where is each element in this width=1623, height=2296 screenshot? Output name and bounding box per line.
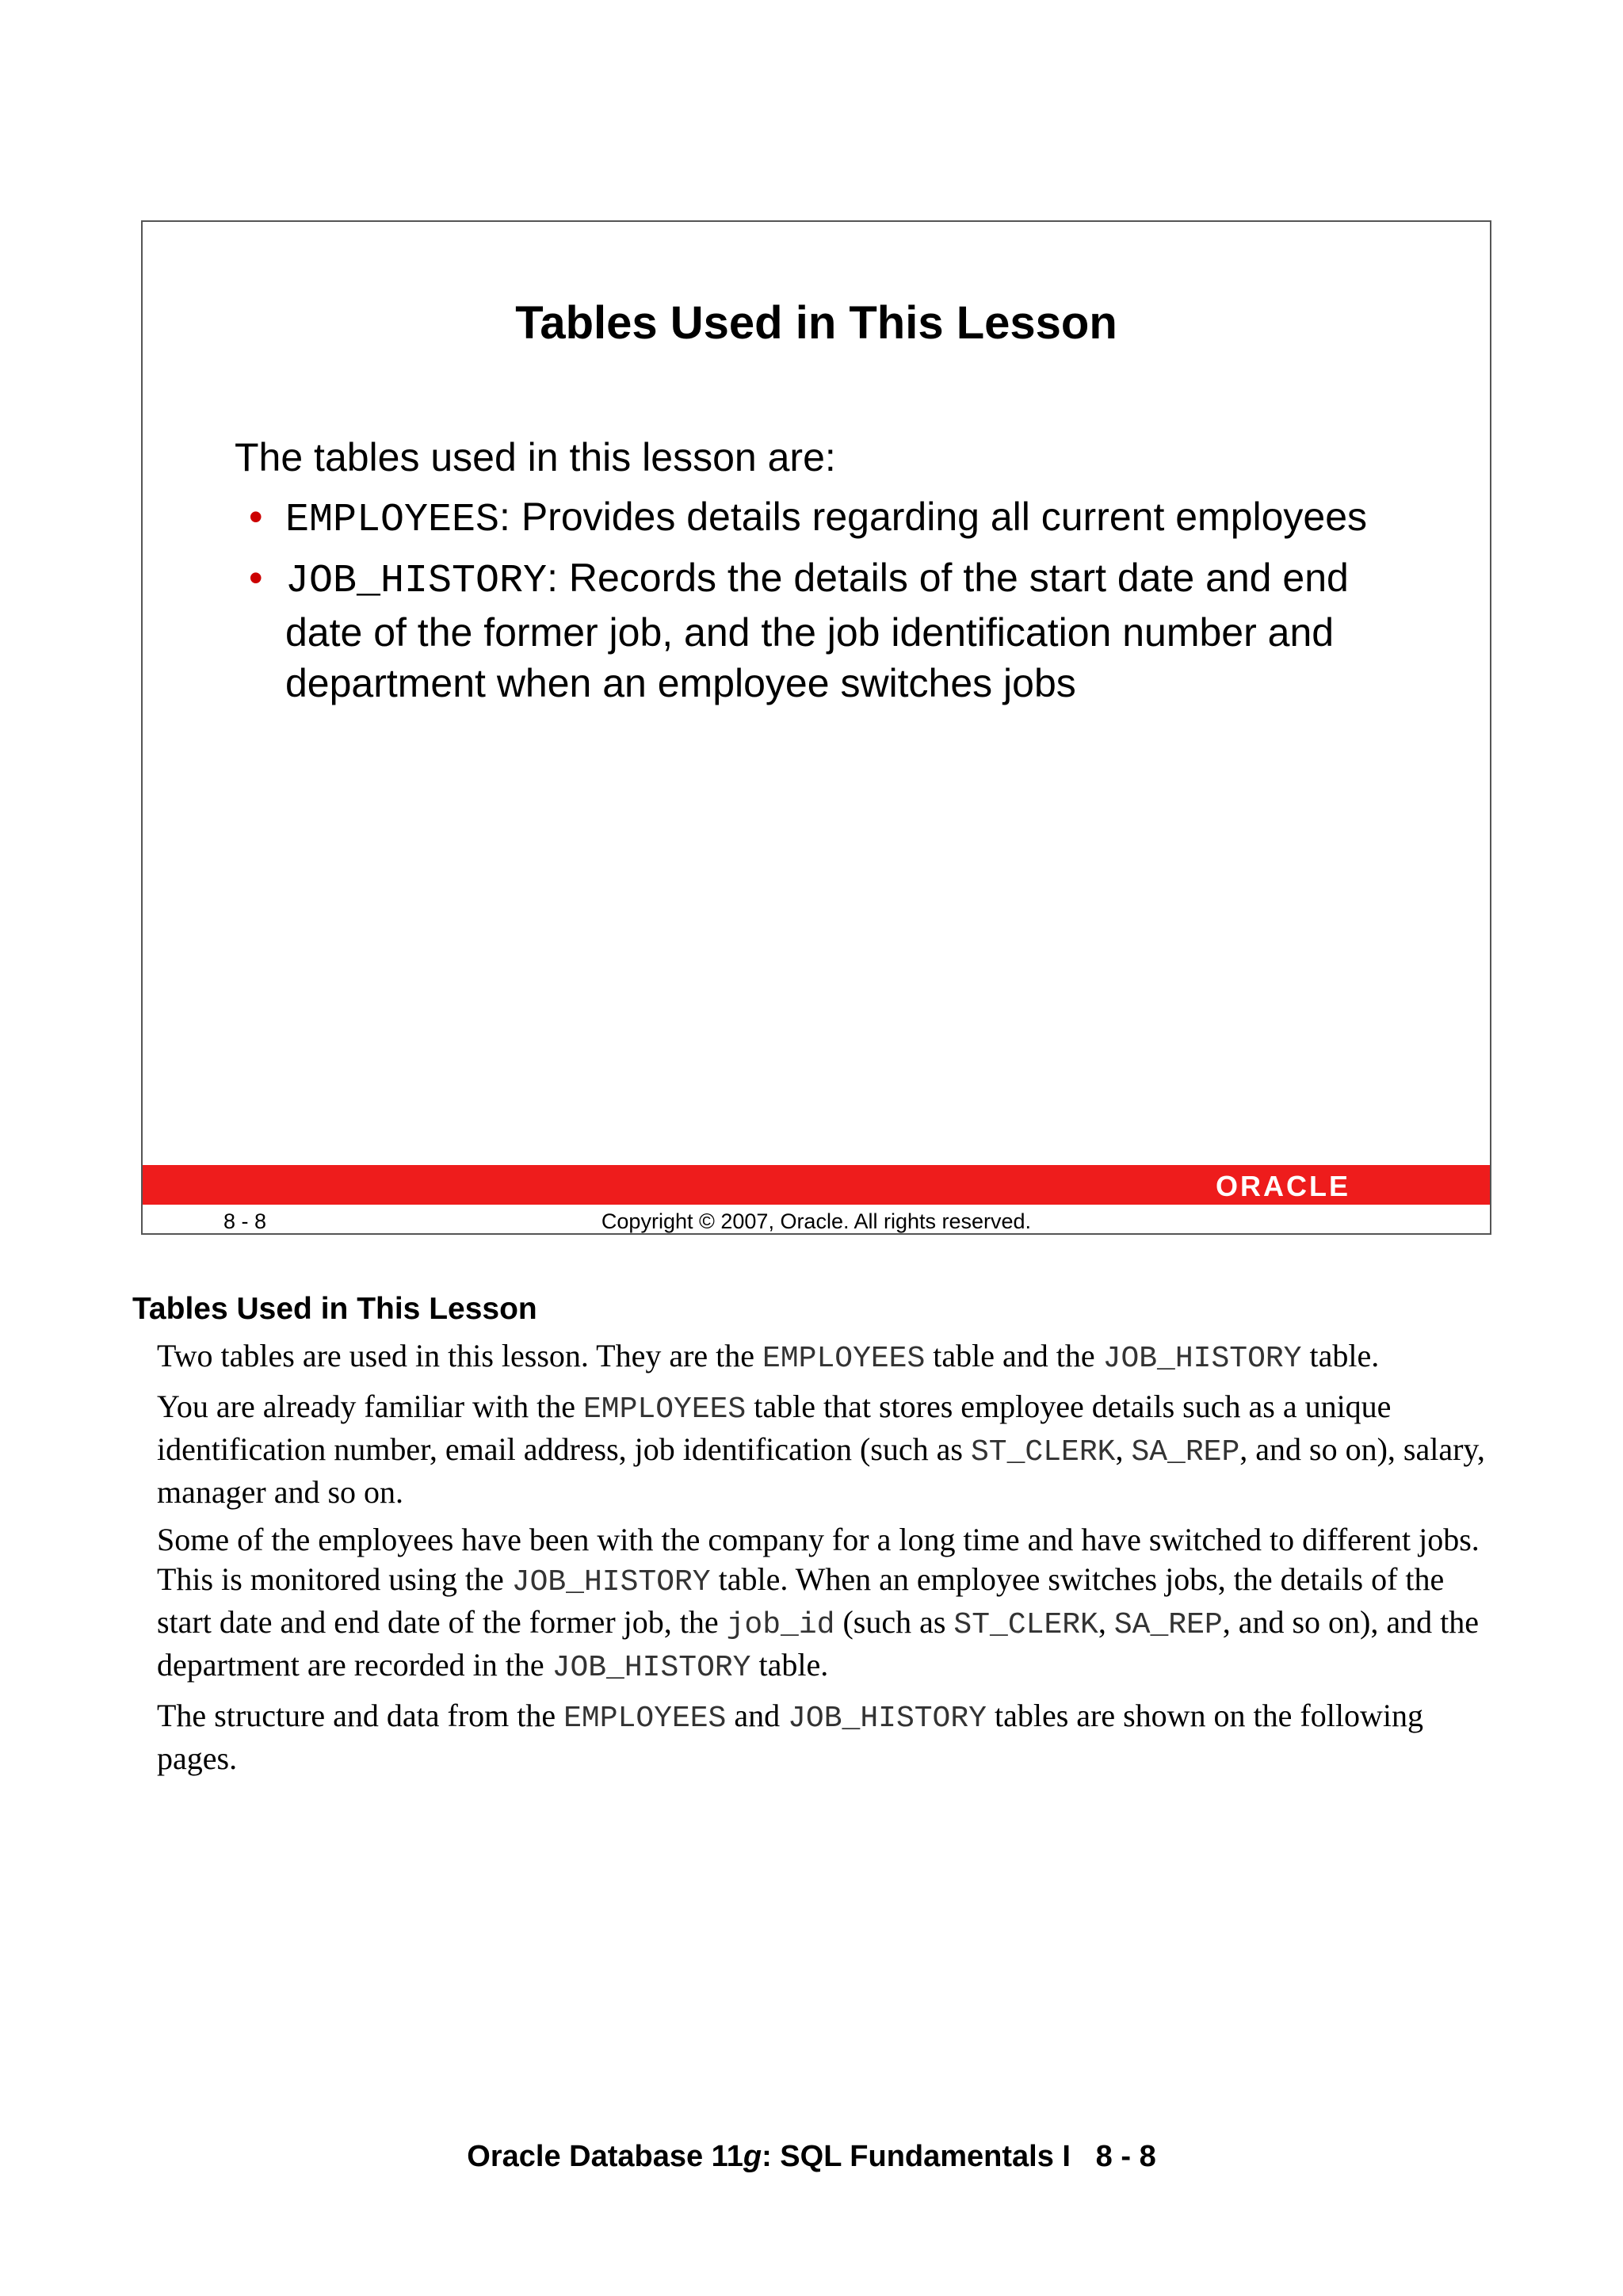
text: , xyxy=(1098,1604,1114,1640)
bullet-text: : Records the details of the start date and end date of the former job, and the job identification number and department when an employee switches jobs xyxy=(285,556,1349,705)
code: JOB_HISTORY xyxy=(552,1651,751,1685)
notes-paragraph xyxy=(157,1387,1504,1512)
bullet-item-employees xyxy=(249,491,1422,546)
bullet-dot-icon: • xyxy=(249,556,263,600)
text: and xyxy=(726,1698,789,1733)
text: Some of the employees have been with the company for a long time and have switched to different jobs. This is monitored using the xyxy=(157,1522,1480,1597)
slide-frame xyxy=(141,220,1491,1235)
code: SA_REP xyxy=(1131,1435,1240,1469)
text: , and so on), and the department are recorded in the xyxy=(157,1604,1479,1683)
slide-footer xyxy=(143,1205,1490,1235)
code: EMPLOYEES xyxy=(563,1702,727,1736)
text: tables are shown on the following pages. xyxy=(157,1698,1423,1776)
footer-text: : SQL Fundamentals I 8 - 8 xyxy=(762,2140,1156,2173)
notes-body xyxy=(157,1336,1504,1786)
code: SA_REP xyxy=(1113,1608,1223,1642)
bullet-text: : Provides details regarding all current employees xyxy=(499,495,1368,539)
oracle-logo: ORACLE xyxy=(1216,1170,1350,1202)
bullet-list xyxy=(249,491,1422,715)
code: EMPLOYEES xyxy=(762,1342,926,1376)
code: ST_CLERK xyxy=(953,1608,1098,1642)
footer-italic: g xyxy=(743,2140,762,2173)
slide-number: 8 - 8 xyxy=(223,1209,267,1233)
slide-title: Tables Used in This Lesson xyxy=(515,297,1117,349)
code: JOB_HISTORY xyxy=(511,1565,711,1599)
text: table that stores employee details such as a unique identification number, email address, job identification (such as xyxy=(157,1389,1392,1467)
code: ST_CLERK xyxy=(971,1435,1116,1469)
code: JOB_HISTORY xyxy=(1102,1342,1302,1376)
footer-text: Oracle Database 11 xyxy=(467,2140,743,2173)
code: EMPLOYEES xyxy=(583,1392,747,1427)
page-footer xyxy=(0,2140,1623,2174)
bullet-code: JOB_HISTORY xyxy=(285,559,548,604)
notes-paragraph xyxy=(157,1520,1504,1688)
text: Two tables are used in this lesson. They are the xyxy=(157,1338,763,1373)
slide-intro: The tables used in this lesson are: xyxy=(235,435,836,479)
code: JOB_HISTORY xyxy=(788,1702,987,1736)
text: The structure and data from the xyxy=(157,1698,564,1733)
text: table. xyxy=(750,1647,829,1683)
bullet-code: EMPLOYEES xyxy=(285,498,500,543)
notes-paragraph xyxy=(157,1696,1504,1778)
bullet-item-job-history xyxy=(249,552,1422,709)
copyright-text: Copyright © 2007, Oracle. All rights reserved. xyxy=(601,1209,1032,1233)
notes-paragraph xyxy=(157,1336,1504,1379)
text: , xyxy=(1115,1431,1132,1467)
bullet-dot-icon: • xyxy=(249,495,263,539)
text: (such as xyxy=(834,1604,954,1640)
text: table and the xyxy=(925,1338,1103,1373)
text: table. xyxy=(1301,1338,1380,1373)
text: , and so on), salary, manager and so on. xyxy=(157,1431,1485,1510)
notes-heading: Tables Used in This Lesson xyxy=(132,1292,537,1326)
text: You are already familiar with the xyxy=(157,1389,583,1424)
code: job_id xyxy=(726,1608,835,1642)
text: table. When an employee switches jobs, the details of the start date and end date of the former job, the xyxy=(157,1561,1445,1640)
